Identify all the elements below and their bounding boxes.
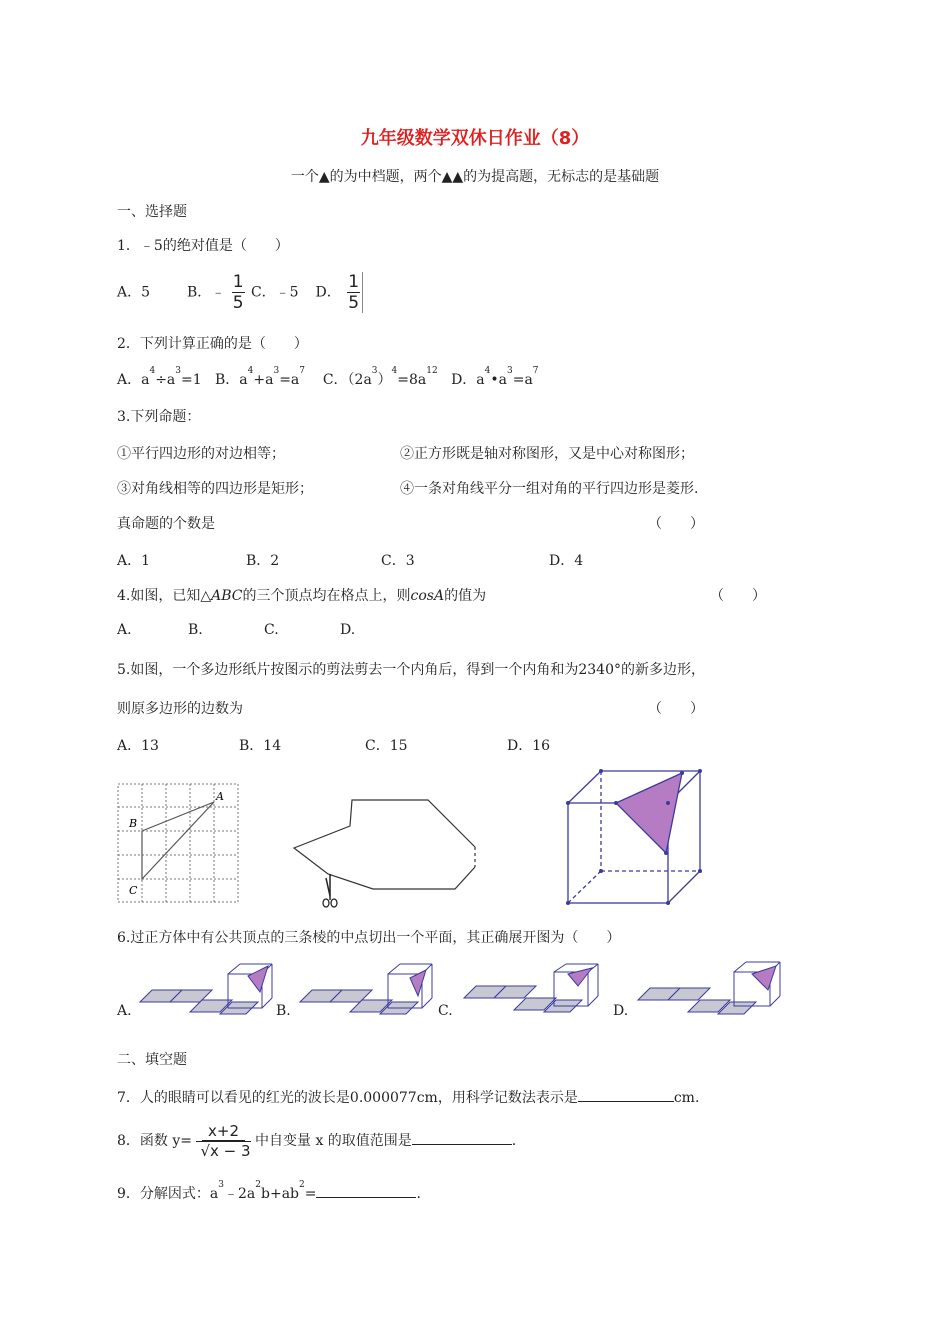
question-3-proposition-4: ④一条对角线平分一组对角的平行四边形是菱形. xyxy=(400,481,699,497)
question-7 xyxy=(117,1087,699,1107)
fraction-numerator: x+2 xyxy=(202,1122,245,1141)
page-title: 九年级数学双休日作业（8） xyxy=(360,128,590,149)
q6-net-d-figure xyxy=(636,960,782,1020)
question-3-ask: 真命题的个数是 xyxy=(117,516,215,532)
q3-option-d: D．4 xyxy=(549,553,584,569)
q8-function-fraction xyxy=(196,1122,250,1160)
q1-option-c: C．﹣5 xyxy=(250,284,299,301)
vertex-label-a: A xyxy=(216,790,224,803)
q6-option-a: A. xyxy=(117,1003,132,1019)
q6-net-a-figure xyxy=(138,962,278,1020)
polygon-scissors-figure xyxy=(288,792,488,910)
q3-option-a: A．1 xyxy=(117,553,151,569)
fraction-denominator: 5 xyxy=(232,293,244,313)
fraction-denominator-sqrt: √x − 3 xyxy=(196,1141,250,1160)
q1-option-d: D． xyxy=(315,284,341,301)
sqrt-icon: √ xyxy=(200,1142,211,1160)
question-8-tail: . xyxy=(511,1133,517,1149)
vertex-label-c: C xyxy=(129,884,138,897)
q3-option-c: C．3 xyxy=(381,553,415,569)
q4-option-d: D. xyxy=(340,622,356,638)
q1-option-b: B．﹣ xyxy=(186,284,226,301)
q6-option-c: C. xyxy=(438,1003,453,1019)
question-7-stem: 7．人的眼睛可以看见的红光的波长是0.000077cm，用科学记数法表示是 xyxy=(117,1090,578,1106)
q3-option-b: B．2 xyxy=(246,553,280,569)
section-choice-heading: 一、选择题 xyxy=(117,204,187,220)
q5-option-d: D．16 xyxy=(507,738,551,754)
question-3-proposition-2: ②正方形既是轴对称图形，又是中心对称图形； xyxy=(400,446,694,462)
q1-option-a: A．5 xyxy=(117,284,151,301)
question-1-options xyxy=(117,272,365,313)
q4-option-c: C. xyxy=(264,622,279,638)
q6-option-d: D. xyxy=(613,1003,629,1019)
cube-cut-figure xyxy=(560,765,710,910)
q5-option-c: C．15 xyxy=(365,738,408,754)
q2-option-c: C．$(2a^3)^4=8a^{12}$ xyxy=(322,366,438,388)
question-2-options xyxy=(117,366,539,389)
q1-option-b-fraction xyxy=(232,272,245,313)
scissors-icon xyxy=(323,874,337,907)
question-7-tail: cm. xyxy=(673,1090,700,1106)
q4-option-b: B. xyxy=(188,622,203,638)
q2-option-a: A．$a^4\div a^3=1$ xyxy=(117,366,202,388)
question-9: 9．分解因式：$a^3﹣2a^2b+ab^2=$ . xyxy=(117,1180,421,1202)
answer-blank[interactable] xyxy=(316,1185,416,1198)
question-8-post: 中自变量 x 的取值范围是 xyxy=(255,1133,412,1149)
grid-triangle-figure xyxy=(116,782,240,904)
question-4-stem: 4.如图，已知△ABC的三个顶点均在格点上，则cosA的值为 xyxy=(117,588,487,604)
question-5-stem: 5.如图，一个多边形纸片按图示的剪法剪去一个内角后，得到一个内角和为2340°的新多边形， xyxy=(117,662,705,678)
question-8 xyxy=(117,1122,516,1160)
q6-option-b: B. xyxy=(276,1003,291,1019)
page-subtitle: 一个▲的为中档题，两个▲▲的为提高题，无标志的是基础题 xyxy=(290,169,660,185)
question-6-stem: 6.过正方体中有公共顶点的三条棱的中点切出一个平面，其正确展开图为（ ） xyxy=(117,930,621,946)
fraction-numerator: 1 xyxy=(348,272,360,292)
vertex-label-b: B xyxy=(129,817,138,830)
q1-option-d-fraction xyxy=(347,272,363,313)
question-3-stem: 3.下列命题： xyxy=(117,409,201,425)
question-8-pre: 8．函数 y= xyxy=(117,1133,192,1149)
fraction-numerator: 1 xyxy=(232,272,244,292)
answer-blank[interactable] xyxy=(412,1132,512,1145)
question-5-stem-cont: 则原多边形的边数为 xyxy=(117,701,243,717)
q5-option-a: A．13 xyxy=(117,738,159,754)
q2-option-d: D．$a^4•a^3=a^7$ xyxy=(451,366,539,388)
fraction-denominator: 5 xyxy=(348,293,360,313)
question-2-stem: 2．下列计算正确的是（ ） xyxy=(117,336,308,352)
q5-option-b: B．14 xyxy=(239,738,282,754)
q4-option-a: A. xyxy=(117,622,132,638)
question-1-stem: 1．﹣5的绝对值是（ ） xyxy=(117,238,289,254)
answer-blank[interactable] xyxy=(578,1089,674,1102)
question-5-answer-paren: （ ） xyxy=(648,701,704,717)
question-3-answer-paren: （ ） xyxy=(648,516,704,532)
q6-net-c-figure xyxy=(462,962,602,1020)
q2-option-b: B．$a^4+a^3=a^7$ xyxy=(215,366,306,388)
question-4-answer-paren: （ ） xyxy=(710,588,766,604)
section-fill-heading: 二、填空题 xyxy=(117,1052,187,1068)
q6-net-b-figure xyxy=(298,962,438,1020)
question-3-proposition-1: ①平行四边形的对边相等； xyxy=(117,446,285,462)
question-3-proposition-3: ③对角线相等的四边形是矩形； xyxy=(117,481,313,497)
